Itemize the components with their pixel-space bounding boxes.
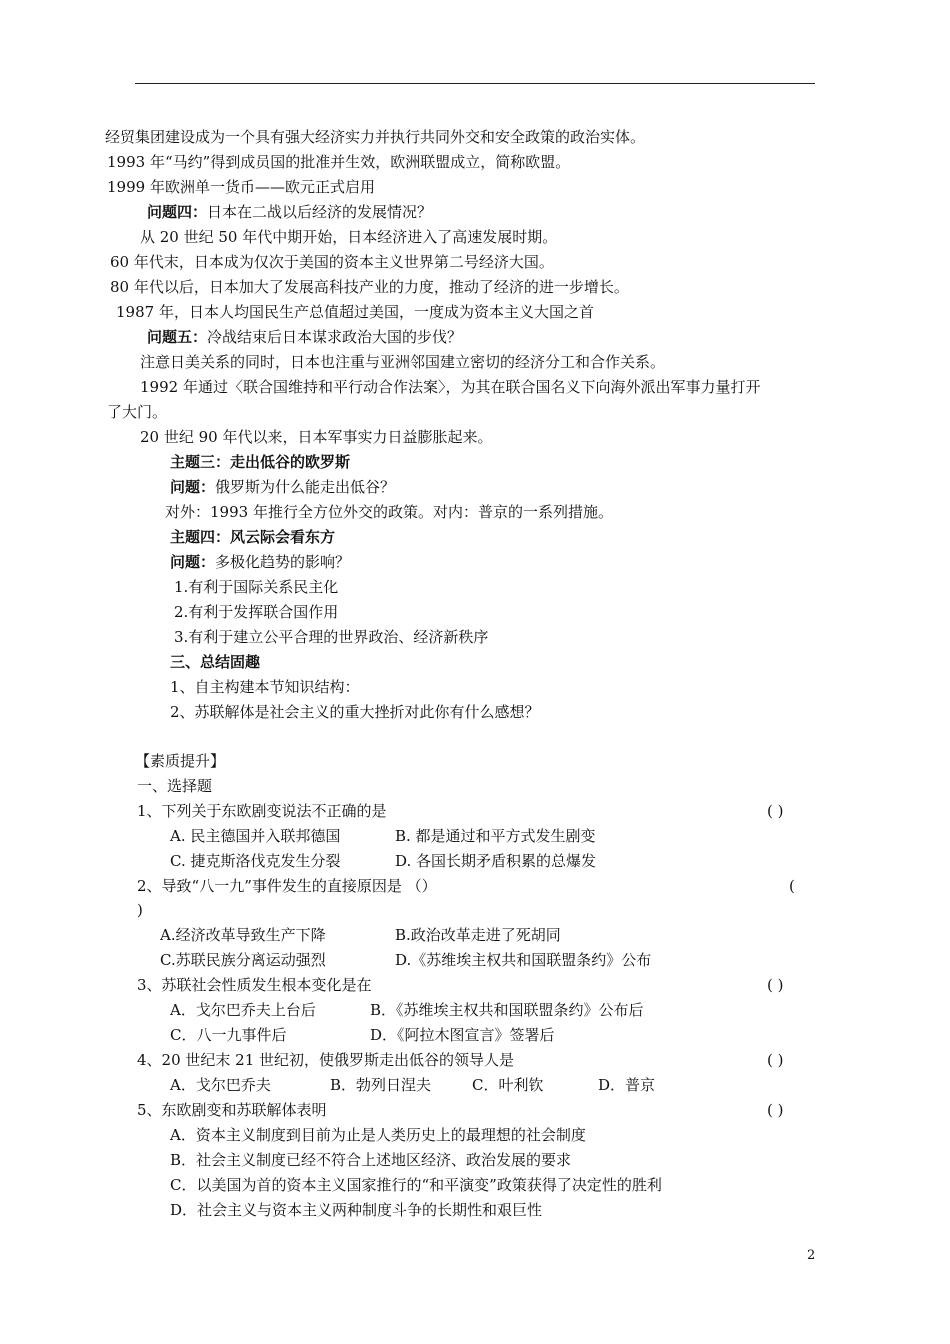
option-b: B．勃列日涅夫: [330, 1076, 432, 1094]
list-item: 2.有利于发挥联合国作用: [174, 603, 339, 621]
answer-blank: ( ): [767, 1051, 784, 1069]
question-text: 多极化趋势的影响？: [215, 553, 351, 571]
text-line: 1、自主构建本节知识结构：: [170, 678, 360, 696]
section-heading: 【素质提升】: [135, 752, 226, 770]
option-b: B. 都是通过和平方式发生剧变: [395, 827, 596, 845]
option-a: A．戈尔巴乔夫上台后: [170, 1001, 316, 1019]
question-label: 问题五：: [147, 328, 208, 346]
page-number: 2: [807, 1248, 816, 1263]
option-d: D．普京: [598, 1076, 656, 1094]
text-line: 1987 年，日本人均国民生产总值超过美国，一度成为资本主义大国之首: [116, 303, 594, 321]
option-c: C．叶利钦: [472, 1076, 544, 1094]
option-c: C. 捷克斯洛伐克发生分裂: [170, 852, 341, 870]
question-stem: 3、苏联社会性质发生根本变化是在: [137, 976, 372, 994]
option-c: C．以美国为首的资本主义国家推行的“和平演变”政策获得了决定性的胜利: [170, 1176, 662, 1194]
question-heading: [147, 327, 462, 347]
answer-blank: ( ): [767, 976, 784, 994]
option-b: B.政治改革走进了死胡同: [395, 926, 561, 944]
text-line: 了大门。: [107, 403, 168, 421]
answer-blank: ( ): [767, 802, 784, 820]
question-stem: 1、下列关于东欧剧变说法不正确的是: [137, 802, 387, 820]
section-heading: 三、总结固趣: [170, 653, 261, 671]
option-a: A.经济改革导致生产下降: [160, 926, 326, 944]
question-text: 冷战结束后日本谋求政治大国的步伐？: [207, 328, 463, 346]
text-line: 80 年代以后，日本加大了发展高科技产业的力度，推动了经济的进一步增长。: [110, 278, 629, 296]
question-text: 日本在二战以后经济的发展情况？: [207, 203, 433, 221]
section-heading: 一、选择题: [137, 777, 213, 795]
option-d: D．《阿拉木图宣言》签署后: [370, 1026, 555, 1044]
text-line: 经贸集团建设成为一个具有强大经济实力并执行共同外交和安全政策的政治实体。: [105, 128, 646, 146]
header-rule: [135, 83, 815, 84]
question-stem: 4、20 世纪末 21 世纪初，使俄罗斯走出低谷的领导人是: [137, 1051, 515, 1069]
answer-blank: (: [789, 877, 795, 895]
answer-blank: ( ): [767, 1101, 784, 1119]
option-a: A. 民主德国并入联邦德国: [170, 827, 341, 845]
option-c: C.苏联民族分离运动强烈: [160, 951, 326, 969]
text-line: 1992 年通过〈联合国维持和平行动合作法案〉，为其在联合国名义下向海外派出军事力量打开: [140, 378, 761, 396]
question-stem: 5、东欧剧变和苏联解体表明: [137, 1101, 327, 1119]
question-heading: [170, 552, 350, 572]
answer-blank-close: ): [137, 901, 143, 919]
text-line: 60 年代末，日本成为仅次于美国的资本主义世界第二号经济大国。: [110, 253, 554, 271]
text-line: 1993 年“马约”得到成员国的批准并生效，欧洲联盟成立，简称欧盟。: [107, 153, 571, 171]
text-line: 注意日美关系的同时，日本也注重与亚洲邻国建立密切的经济分工和合作关系。: [140, 353, 666, 371]
theme-heading: 主题三：走出低谷的欧罗斯: [170, 453, 351, 471]
option-b: B．社会主义制度已经不符合上述地区经济、政治发展的要求: [170, 1151, 572, 1169]
text-line: 从 20 世纪 50 年代中期开始，日本经济进入了高速发展时期。: [140, 228, 558, 246]
theme-heading: 主题四：风云际会看东方: [170, 528, 336, 546]
question-heading: [170, 477, 395, 497]
text-line: 2、苏联解体是社会主义的重大挫折对此你有什么感想？: [170, 703, 540, 721]
question-stem: 2、导致“八一九”事件发生的直接原因是 （）: [137, 877, 437, 895]
question-text: 俄罗斯为什么能走出低谷？: [215, 478, 396, 496]
option-d: D.《苏维埃主权共和国联盟条约》公布: [395, 951, 652, 969]
list-item: 1.有利于国际关系民主化: [174, 578, 339, 596]
option-d: D．社会主义与资本主义两种制度斗争的长期性和艰巨性: [170, 1201, 543, 1219]
list-item: 3.有利于建立公平合理的世界政治、经济新秩序: [174, 628, 489, 646]
option-a: A．戈尔巴乔夫: [170, 1076, 271, 1094]
option-b: B．《苏维埃主权共和国联盟条约》公布后: [370, 1001, 644, 1019]
text-line: 20 世纪 90 年代以来，日本军事实力日益膨胀起来。: [140, 428, 493, 446]
question-label: 问题：: [170, 553, 216, 571]
option-c: C．八一九事件后: [170, 1026, 287, 1044]
question-heading: [147, 202, 432, 222]
text-line: 1999 年欧洲单一货币——欧元正式启用: [107, 178, 375, 196]
question-label: 问题四：: [147, 203, 208, 221]
option-d: D. 各国长期矛盾积累的总爆发: [395, 852, 597, 870]
option-a: A．资本主义制度到目前为止是人类历史上的最理想的社会制度: [170, 1126, 586, 1144]
question-label: 问题：: [170, 478, 216, 496]
text-line: 对外：1993 年推行全方位外交的政策。对内：普京的一系列措施。: [165, 503, 613, 521]
